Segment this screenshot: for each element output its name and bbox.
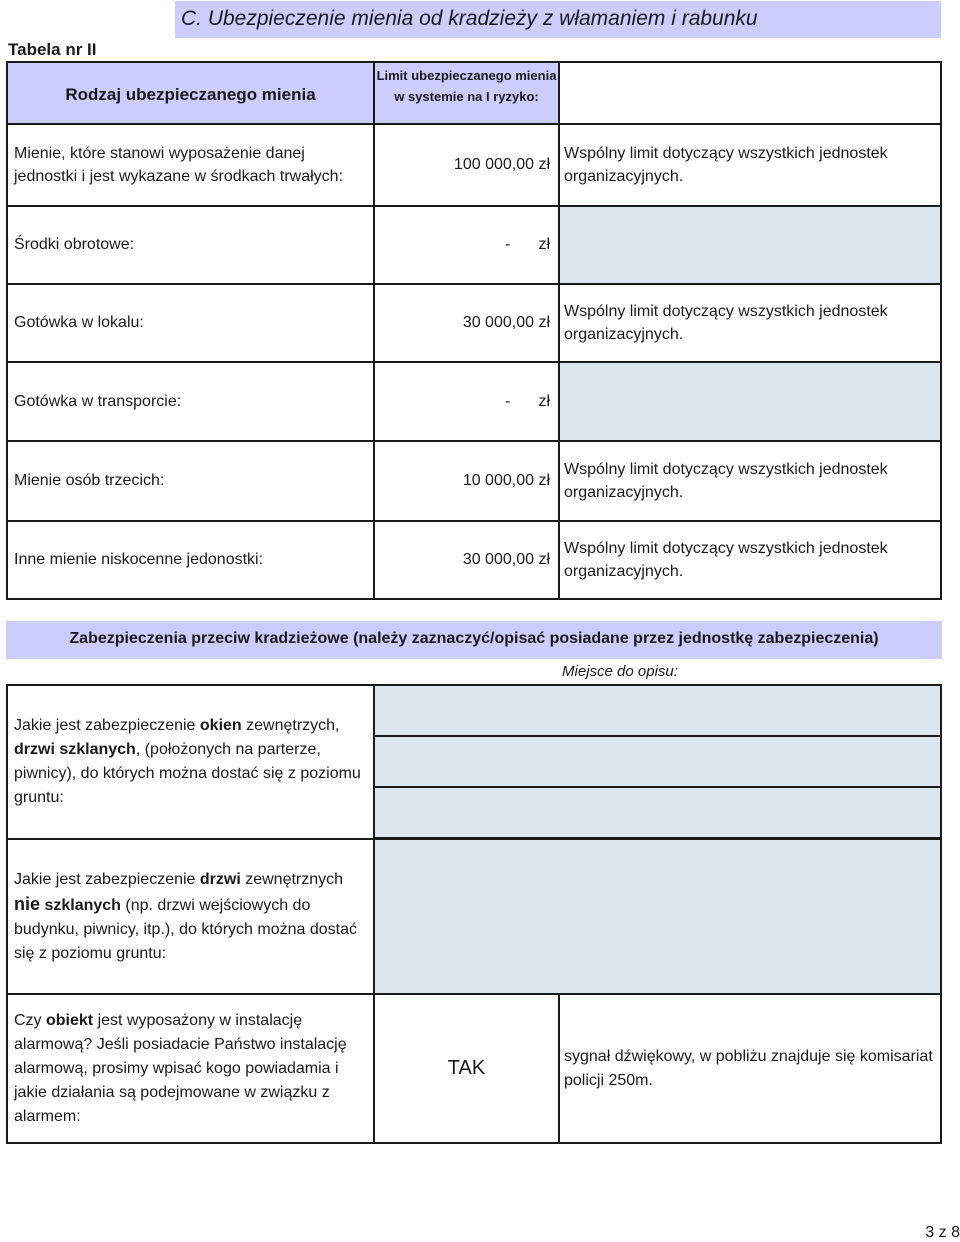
header-limit: Limit ubezpieczanego mienia w systemie na I ryzyko: bbox=[373, 61, 560, 125]
answer-alarm-description[interactable]: sygnał dźwiękowy, w pobliżu znajduje się komisariat policji 250m. bbox=[558, 993, 942, 1144]
row-note-input[interactable] bbox=[558, 361, 942, 442]
answer-doors[interactable] bbox=[373, 838, 942, 995]
page-number: 3 z 8 bbox=[925, 1224, 960, 1241]
row-label: Mienie osób trzecich: bbox=[6, 440, 375, 522]
answer-alarm[interactable]: TAK bbox=[373, 993, 560, 1144]
row-value-currency: zł bbox=[538, 392, 550, 410]
row-value: 30 000,00 zł bbox=[373, 283, 560, 363]
row-label: Gotówka w lokalu: bbox=[6, 283, 375, 363]
row-label: Inne mienie niskocenne jedonostki: bbox=[6, 520, 375, 600]
row-value bbox=[373, 205, 560, 285]
question-doors: Jakie jest zabezpieczenie drzwi zewnętrznych nie szklanych (np. drzwi wejściowych do budynku, piwnicy, itp.), do których można dostać się z poziomu gruntu: bbox=[6, 838, 375, 995]
answer-windows-1[interactable] bbox=[373, 684, 942, 737]
row-value bbox=[373, 361, 560, 442]
row-note: Wspólny limit dotyczący wszystkich jednostek organizacyjnych. bbox=[558, 283, 942, 363]
description-label: Miejsce do opisu: bbox=[562, 663, 678, 680]
row-label: Środki obrotowe: bbox=[6, 205, 375, 285]
row-value-dash: - bbox=[505, 236, 511, 253]
security-section-title: Zabezpieczenia przeciw kradzieżowe (należy zaznaczyć/opisać posiadane przez jednostkę zabezpieczenia) bbox=[6, 621, 942, 659]
row-value-dash: - bbox=[505, 392, 511, 410]
row-note: Wspólny limit dotyczący wszystkich jednostek organizacyjnych. bbox=[558, 440, 942, 522]
row-note-input[interactable] bbox=[558, 205, 942, 285]
row-value-currency: zł bbox=[538, 236, 550, 253]
section-title: C. Ubezpieczenie mienia od kradzieży z włamaniem i rabunku bbox=[175, 1, 941, 38]
table-label: Tabela nr II bbox=[8, 40, 97, 59]
question-alarm: Czy obiekt jest wyposażony w instalację alarmową? Jeśli posiadacie Państwo instalację alarmową, prosimy wpisać kogo powiadamia i jakie działania są podejmowane w związku z alarmem: bbox=[6, 993, 375, 1144]
row-label: Mienie, które stanowi wyposażenie danej jednostki i jest wykazane w środkach trwałych: bbox=[6, 123, 375, 207]
row-value: 100 000,00 zł bbox=[373, 123, 560, 207]
row-note: Wspólny limit dotyczący wszystkich jednostek organizacyjnych. bbox=[558, 520, 942, 600]
header-notes bbox=[558, 61, 942, 125]
answer-windows-2[interactable] bbox=[373, 735, 942, 788]
row-value: 30 000,00 zł bbox=[373, 520, 560, 600]
answer-windows-3[interactable] bbox=[373, 786, 942, 839]
row-value: 10 000,00 zł bbox=[373, 440, 560, 522]
question-windows: Jakie jest zabezpieczenie okien zewnętrzych, drzwi szklanych, (położonych na parterze, piwnicy), do których można dostać się z poziomu gruntu: bbox=[6, 684, 375, 840]
header-property-type: Rodzaj ubezpieczanego mienia bbox=[6, 61, 375, 125]
row-label: Gotówka w transporcie: bbox=[6, 361, 375, 442]
row-note: Wspólny limit dotyczący wszystkich jednostek organizacyjnych. bbox=[558, 123, 942, 207]
